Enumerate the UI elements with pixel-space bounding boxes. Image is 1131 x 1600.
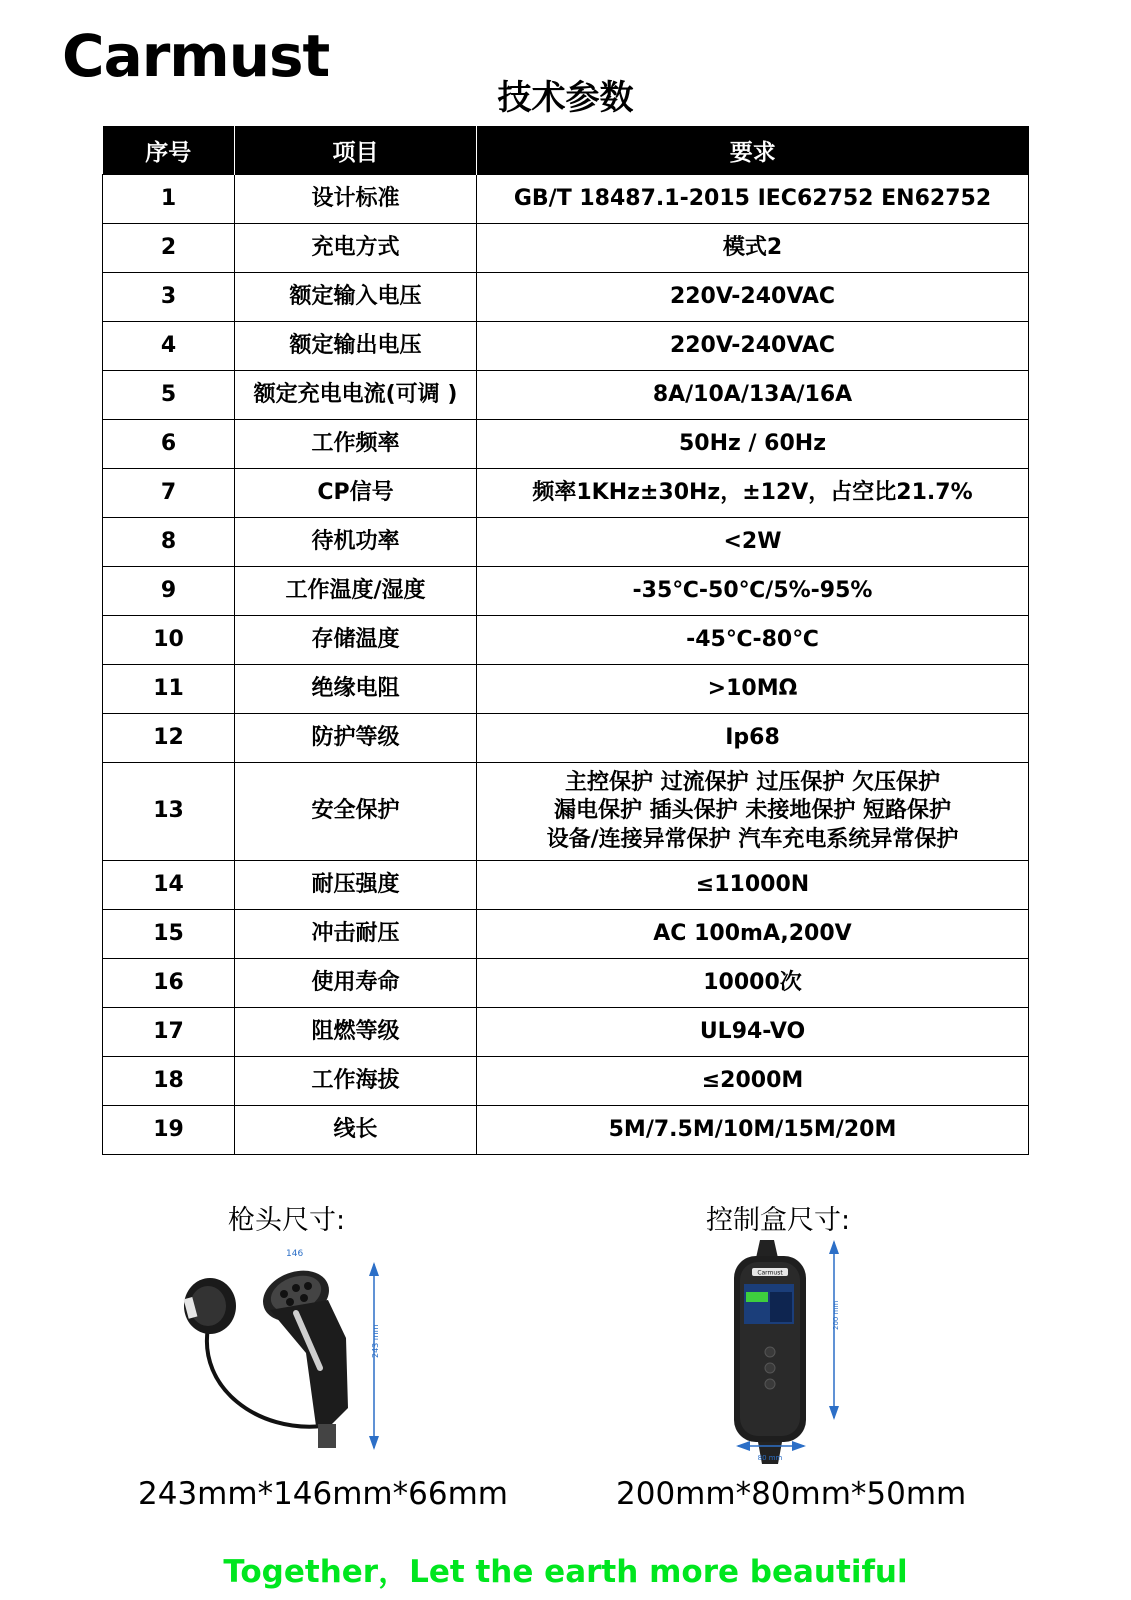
cell-item: 设计标准	[235, 175, 477, 224]
cell-requirement: >10MΩ	[477, 665, 1029, 714]
cell-no: 4	[103, 322, 235, 371]
cell-item: 线长	[235, 1106, 477, 1155]
table-row	[103, 714, 1029, 763]
cell-item: 工作温度/湿度	[235, 567, 477, 616]
requirement-line: 主控保护 过流保护 过压保护 欠压保护	[565, 769, 940, 795]
cell-no: 5	[103, 371, 235, 420]
table-row	[103, 910, 1029, 959]
table-row	[103, 1057, 1029, 1106]
table-row	[103, 224, 1029, 273]
cell-no: 8	[103, 518, 235, 567]
table-row	[103, 273, 1029, 322]
cell-requirement: -45℃-80℃	[477, 616, 1029, 665]
cell-requirement	[477, 763, 1029, 861]
plug-height-label: 243 mm	[371, 1324, 380, 1358]
cell-item: 待机功率	[235, 518, 477, 567]
cell-requirement: 5M/7.5M/10M/15M/20M	[477, 1106, 1029, 1155]
cell-no: 10	[103, 616, 235, 665]
table-row	[103, 322, 1029, 371]
table-row	[103, 861, 1029, 910]
box-brand-label: Carmust	[757, 1269, 783, 1277]
table-row	[103, 567, 1029, 616]
plug-dimension-title: 枪头尺寸:	[228, 1205, 346, 1236]
box-width-label: 80 mm	[757, 1454, 783, 1462]
cell-item: 冲击耐压	[235, 910, 477, 959]
cell-item: 耐压强度	[235, 861, 477, 910]
cell-requirement: ≤2000M	[477, 1057, 1029, 1106]
cell-requirement: 220V-240VAC	[477, 322, 1029, 371]
cell-no: 16	[103, 959, 235, 1008]
header-item: 项目	[235, 126, 477, 175]
cell-item: 绝缘电阻	[235, 665, 477, 714]
cell-requirement: UL94-VO	[477, 1008, 1029, 1057]
table-row	[103, 469, 1029, 518]
brand-logo: Carmust	[62, 22, 330, 90]
cell-item: 充电方式	[235, 224, 477, 273]
plug-width-label: 146	[286, 1249, 304, 1259]
cell-no: 13	[103, 763, 235, 861]
table-row	[103, 371, 1029, 420]
requirement-line: 漏电保护 插头保护 未接地保护 短路保护	[554, 798, 951, 824]
cell-item: 额定充电电流(可调 )	[235, 371, 477, 420]
cell-requirement: <2W	[477, 518, 1029, 567]
table-row	[103, 1106, 1029, 1155]
box-height-label: 200 mm	[832, 1300, 840, 1330]
cell-item: 存储温度	[235, 616, 477, 665]
spec-table	[102, 126, 1029, 1155]
table-row	[103, 518, 1029, 567]
cell-requirement: 频率1KHz±30Hz，±12V，占空比21.7%	[477, 469, 1029, 518]
cell-requirement: 220V-240VAC	[477, 273, 1029, 322]
table-row	[103, 763, 1029, 861]
cell-item: 工作海拔	[235, 1057, 477, 1106]
table-row	[103, 1008, 1029, 1057]
cell-no: 18	[103, 1057, 235, 1106]
cell-no: 14	[103, 861, 235, 910]
cell-no: 2	[103, 224, 235, 273]
header-requirement: 要求	[477, 126, 1029, 175]
cell-item: 安全保护	[235, 763, 477, 861]
cell-no: 12	[103, 714, 235, 763]
cell-item: 阻燃等级	[235, 1008, 477, 1057]
cell-item: 工作频率	[235, 420, 477, 469]
table-row	[103, 616, 1029, 665]
plug-dimensions: 243mm*146mm*66mm	[138, 1476, 508, 1512]
cell-no: 1	[103, 175, 235, 224]
box-dimension-title: 控制盒尺寸:	[706, 1205, 851, 1236]
header-no: 序号	[103, 126, 235, 175]
cell-no: 15	[103, 910, 235, 959]
cell-item: 使用寿命	[235, 959, 477, 1008]
cell-requirement: Ip68	[477, 714, 1029, 763]
cell-item: 额定输出电压	[235, 322, 477, 371]
cell-no: 11	[103, 665, 235, 714]
cell-no: 17	[103, 1008, 235, 1057]
cell-no: 9	[103, 567, 235, 616]
charging-plug-image	[178, 1249, 404, 1486]
cell-requirement: GB/T 18487.1-2015 IEC62752 EN62752	[477, 175, 1029, 224]
page-title: 技术参数	[497, 78, 634, 118]
cell-requirement: 8A/10A/13A/16A	[477, 371, 1029, 420]
cell-requirement: 10000次	[477, 959, 1029, 1008]
cell-no: 7	[103, 469, 235, 518]
cell-requirement: AC 100mA,200V	[477, 910, 1029, 959]
cell-no: 3	[103, 273, 235, 322]
cell-item: 防护等级	[235, 714, 477, 763]
table-header-row	[103, 126, 1029, 175]
cell-item: 额定输入电压	[235, 273, 477, 322]
table-row	[103, 175, 1029, 224]
cell-requirement: 模式2	[477, 224, 1029, 273]
cell-requirement: 50Hz / 60Hz	[477, 420, 1029, 469]
requirement-line: 设备/连接异常保护 汽车充电系统异常保护	[546, 826, 959, 852]
slogan: Together，Let the earth more beautiful	[223, 1554, 908, 1590]
cell-requirement: ≤11000N	[477, 861, 1029, 910]
box-dimensions: 200mm*80mm*50mm	[616, 1476, 967, 1512]
table-row	[103, 959, 1029, 1008]
control-box-image	[730, 1240, 870, 1490]
table-row	[103, 665, 1029, 714]
cell-no: 6	[103, 420, 235, 469]
cell-requirement: -35℃-50℃/5%-95%	[477, 567, 1029, 616]
cell-no: 19	[103, 1106, 235, 1155]
table-row	[103, 420, 1029, 469]
cell-item: CP信号	[235, 469, 477, 518]
